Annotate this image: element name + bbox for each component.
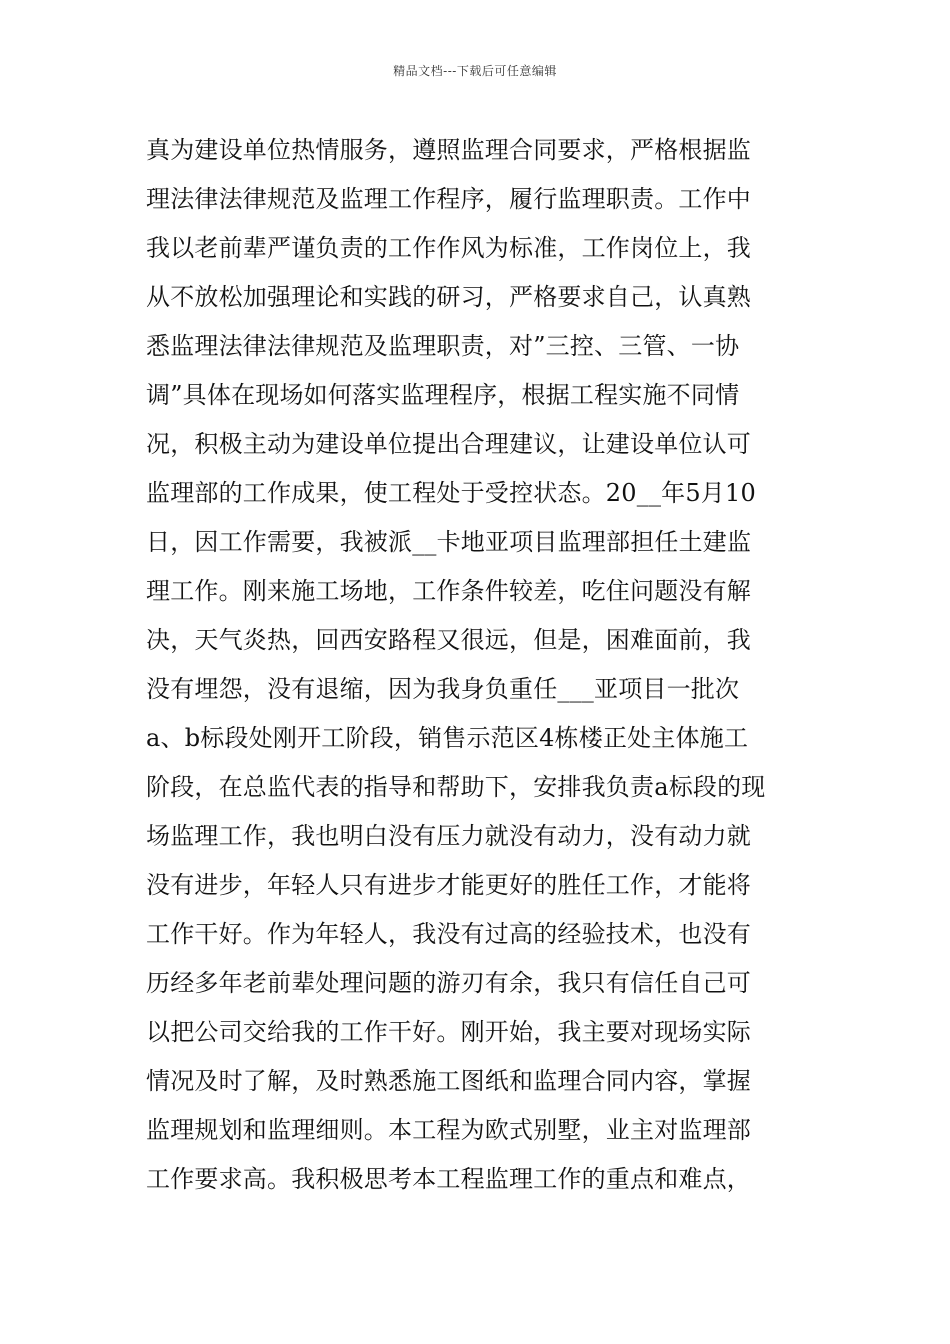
text-line: 历经多年老前辈处理问题的游刃有余，我只有信任自己可 [146,969,751,997]
text-line: 工作干好。作为年轻人，我没有过高的经验技术，也没有 [146,920,751,948]
text-line: 决，天气炎热，回西安路程又很远，但是，困难面前，我 [146,626,751,654]
text-line: 从不放松加强理论和实践的研习，严格要求自己，认真熟 [146,283,751,311]
text-line: 况，积极主动为建设单位提出合理建议，让建设单位认可 [146,430,751,458]
text-line: 场监理工作，我也明白没有压力就没有动力，没有动力就 [146,822,751,850]
text-line: 悉监理法律法律规范及监理职责，对”三控、三管、一协 [146,332,740,360]
text-line: 监理规划和监理细则。本工程为欧式别墅，业主对监理部 [146,1116,751,1144]
text-line: 理工作。刚来施工场地，工作条件较差，吃住问题没有解 [146,577,751,605]
text-line: 我以老前辈严谨负责的工作作风为标准，工作岗位上，我 [146,234,751,262]
text-line: 没有埋怨，没有退缩，因为我身负重任___亚项目一批次 [146,675,740,703]
page-header: 精品文档---下载后可任意编辑 [393,64,557,78]
text-line: 真为建设单位热情服务，遵照监理合同要求，严格根据监 [146,136,751,164]
text-line: a、b标段处刚开工阶段，销售示范区4栋楼正处主体施工 [146,724,749,752]
text-line: 阶段，在总监代表的指导和帮助下，安排我负责a标段的现 [146,773,766,801]
text-line: 情况及时了解，及时熟悉施工图纸和监理合同内容，掌握 [146,1067,751,1095]
text-line: 日，因工作需要，我被派__卡地亚项目监理部担任土建监 [146,528,752,556]
text-line: 理法律法律规范及监理工作程序，履行监理职责。工作中 [146,185,751,213]
text-line: 以把公司交给我的工作干好。刚开始，我主要对现场实际 [146,1018,751,1046]
text-line: 没有进步，年轻人只有进步才能更好的胜任工作，才能将 [146,871,751,899]
body-paragraph [146,126,810,1204]
text-line: 调”具体在现场如何落实监理程序，根据工程实施不同情 [146,381,740,409]
text-line: 工作要求高。我积极思考本工程监理工作的重点和难点， [146,1165,751,1193]
text-line: 监理部的工作成果，使工程处于受控状态。20__年5月10 [146,479,756,507]
